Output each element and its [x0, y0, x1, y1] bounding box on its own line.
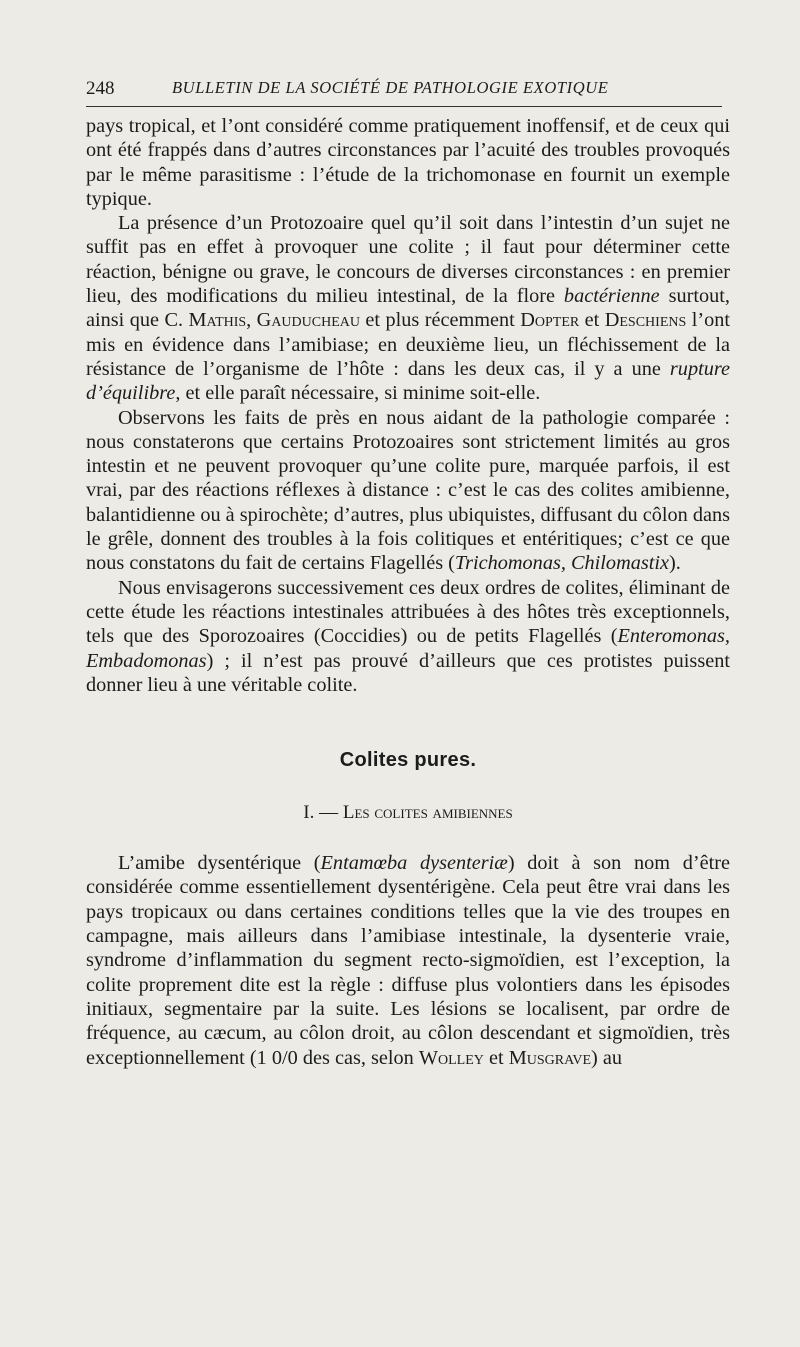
page-header	[86, 74, 722, 104]
body-text	[86, 114, 730, 1070]
italic-term: Entamœba dysenteriæ	[320, 852, 508, 875]
paragraph-3: Observons les faits de près en nous aidant de la pathologie comparée : nous constaterons que certains Protozoaires sont strictement limités au gros intestin et ne peuvent provoquer qu’une colite pure, marquée parfois, il est vrai, par des réactions réflexes à distance : c’est le cas des colites amibienne, balantidienne ou à spirochète; d’autres, plus ubiquistes, diffusant du côlon dans le grêle, donnent des troubles à la fois colitiques et entéritiques; c’est ce que nous constatons du fait de certains Flagellés (Trichomonas, Chilomastix).	[86, 406, 730, 575]
header-rule	[86, 106, 722, 107]
paragraph-1: pays tropical, et l’ont considéré comme pratiquement inoffensif, et de ceux qui ont été frappés dans d’autres circonstances par l’acuité des troubles provoqués par le même parasitisme : l’étude de la trichomonase en fournit un exemple typique.	[86, 115, 730, 210]
paragraph-2: La présence d’un Protozoaire quel qu’il soit dans l’intestin d’un sujet ne suffit pas en effet à provoquer une colite ; il faut pour déterminer cette réaction, bénigne ou grave, le concours de diverses circonstances : en premier lieu, des modifications du milieu intestinal, de la flore bactérienne surtout, ainsi que C. Mathis, Gauducheau et plus récemment Dopter et Deschiens l’ont mis en évidence dans l’amibiase; en deuxième lieu, un fléchissement de la résistance de l’organisme de l’hôte : dans les deux cas, il y a une rupture d’équilibre, et elle paraît nécessaire, si minime soit-elle.	[86, 212, 731, 405]
italic-term: bactérienne	[563, 285, 660, 308]
author-name: Dopter	[520, 309, 580, 332]
running-title: BULLETIN DE LA SOCIÉTÉ DE PATHOLOGIE EXOTIQUE	[172, 78, 609, 97]
italic-term: Trichomonas, Chilomastix	[454, 552, 670, 575]
page-number: 248	[86, 78, 115, 99]
author-name: Wolley	[418, 1046, 484, 1069]
italic-term: Enteromonas, Embadomonas	[86, 625, 730, 672]
paragraph-4: Nous envisagerons successivement ces deux ordres de colites, éliminant de cette étude les réactions intestinales attribuées à des hôtes très exceptionnels, tels que des Sporozoaires (Coccidies) ou de petits Flagellés (Enteromonas, Embadomonas) ; il n’est pas prouvé d’ailleurs que ces protistes puissent donner lieu à une véritable colite.	[86, 576, 730, 696]
author-name: Musgrave	[508, 1046, 592, 1069]
author-names: C. Mathis, Gauducheau	[164, 309, 360, 332]
italic-term: rupture d’équilibre	[86, 357, 730, 405]
paragraph-5: L’amibe dysentérique (Entamœba dysenteriæ) doit à son nom d’être considérée comme essentiellement dysentérigène. Cela peut être vrai dans les pays tropicaux ou dans certaines conditions telles que la vie des troupes en campagne, mais ailleurs dans l’amibiase intestinale, la dysenterie vraie, syndrome d’inflammation du segment recto-sigmoïdien, est l’exception, la colite proprement dite est la règle : diffuse plus volontiers dans les épisodes initiaux, segmentaire par la suite. Les lésions se localisent, par ordre de fréquence, au cæcum, au côlon droit, au côlon descendant et sigmoïdien, très exceptionnellement (1 0/0 des cas, selon Wolley et Musgrave) au	[86, 852, 730, 1069]
author-name: Deschiens	[604, 309, 687, 332]
section-title: Colites pures.	[339, 749, 477, 772]
subsection-title: I. — Les colites amibiennes	[303, 802, 513, 824]
